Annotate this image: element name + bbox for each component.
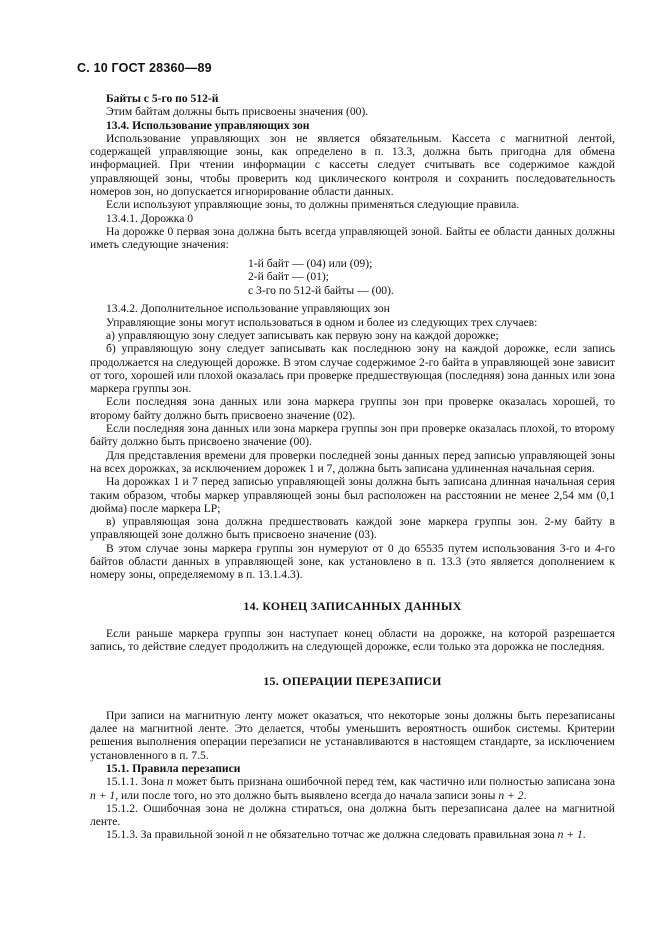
paragraph: Если последняя зона данных или зона маркера группы зон при проверке оказалась хорошей, то второму байту должно быть присвоено значение (02). [90, 395, 615, 422]
section-heading-14: 14. КОНЕЦ ЗАПИСАННЫХ ДАННЫХ [243, 598, 462, 613]
paragraph: Если последняя зона данных или зона маркера группы зон при проверке оказалась плохой, то второму байту должно быть присвоено значение (00). [90, 422, 615, 449]
document-body [90, 92, 615, 842]
subheading-13-4-2: 13.4.2. Дополнительное использование управляющих зон [106, 302, 390, 316]
list-item-v: в) управляющая зона должна предшествовать каждой зоне маркера группы зон. 2-му байту в управляющей зоне должно быть присвоено значение (03). [90, 515, 615, 542]
variable-n-plus-1: n + 1 [90, 788, 116, 802]
paragraph-15-1-1 [90, 775, 615, 802]
paragraph: В этом случае зоны маркера группы зон нумеруют от 0 до 65535 путем использования 3-го и 4-го байтов области данных в управляющей зоне, как установлено в п. 13.3 (это является дополнением к номеру зоны, определяемому в п. 13.1.4.3). [90, 541, 615, 582]
variable-n: n [247, 828, 253, 842]
variable-n-plus-1: n + 1 [557, 828, 583, 842]
variable-n: n [167, 775, 173, 789]
text-run: может быть признана ошибочной перед тем, как частично или полностью записана зона [172, 775, 615, 789]
text-run: не обязательно тотчас же должна следовать правильная зона [252, 828, 558, 842]
byte-value-line: 1-й байт — (04) или (09); [248, 256, 373, 270]
text-run: 15.1.3. За правильной зоной [106, 828, 248, 842]
subheading-13-4: 13.4. Использование управляющих зон [106, 118, 310, 132]
text-run: . [523, 788, 527, 802]
paragraph: При записи на магнитную ленту может оказаться, что некоторые зоны должны быть перезаписаны далее на магнитной ленте. Это делается, чтобы уменьшить вероятность ошибок системы. Критерии решения выполнения операции перезаписи не устанавливаются в настоящем стандарте, за исключением установленного в п. 7.5. [90, 708, 615, 762]
section-heading-15: 15. ОПЕРАЦИИ ПЕРЕЗАПИСИ [263, 674, 442, 689]
paragraph: Для представления времени для проверки последней зоны данных перед записью управляющей зоны на всех дорожках, за исключением дорожек 1 и 7, должна быть записана удлиненная начальная серия. [90, 448, 615, 475]
paragraph: Этим байтам должны быть присвоены значения (00). [106, 105, 369, 119]
list-item-b: б) управляющую зону следует записывать как последнюю зону на каждой дорожке, если запись продолжается на следующей дорожке. В этом случае содержимое 2-го байта в управляющей зоне зависит от того, хорошей или плохой оказалась при проверке предшествующая (последняя) зона данных или зона маркера группы зон. [90, 342, 615, 396]
byte-values-list [90, 257, 615, 298]
byte-value-line: с 3-го по 512-й байты — (00). [248, 283, 394, 297]
paragraph-15-1-2: 15.1.2. Ошибочная зона не должна стираться, она должна быть перезаписана далее на магнитной ленте. [90, 801, 615, 829]
paragraph: Если раньше маркера группы зон наступает конец области на дорожке, на которой разрешается запись, то действие следует продолжить на следующей дорожке, если только эта дорожка не последняя. [90, 626, 615, 654]
text-run: . [582, 828, 586, 842]
subheading-bytes: Байты с 5-го по 512-й [106, 92, 219, 105]
paragraph-15-1-3 [90, 828, 615, 841]
paragraph: На дорожках 1 и 7 перед записью управляющей зоны должна быть записана длинная начальная серия таким образом, чтобы маркер управляющей зоны был расположен на расстоянии не менее 2,54 мм (0,1 дюйма) после маркера LP; [90, 475, 615, 515]
paragraph: На дорожке 0 первая зона должна быть всегда управляющей зоной. Байты ее области данных должны иметь следующие значения: [90, 224, 615, 252]
subheading-13-4-1: 13.4.1. Дорожка 0 [106, 211, 194, 225]
page-header: С. 10 ГОСТ 28360—89 [77, 61, 212, 75]
byte-value-line: 2-й байт — (01); [248, 270, 330, 284]
subheading-15-1: 15.1. Правила перезаписи [106, 761, 241, 775]
paragraph: Использование управляющих зон не является обязательным. Кассета с магнитной лентой, содержащей управляющие зоны, как определено в п. 13.3, должна быть пригодна для обмена информацией. При чтении информации с кассеты следует считывать все содержимое каждой управляющей зоны, чтобы проверить код циклического контроля и сохранить последовательность номеров зон, но допускается игнорирование области данных. [90, 131, 615, 199]
list-item-a: а) управляющую зону следует записывать как первую зону на каждой дорожке; [106, 328, 499, 342]
paragraph: Если используют управляющие зоны, то должны применяться следующие правила. [106, 198, 520, 212]
paragraph: Управляющие зоны могут использоваться в одном и более из следующих трех случаев: [106, 315, 538, 329]
text-run: 15.1.1. Зона [106, 775, 168, 789]
variable-n-plus-2: n + 2 [498, 788, 524, 802]
text-run: , или после того, но это должно быть выявлено всегда до начала записи зоны [115, 788, 499, 802]
